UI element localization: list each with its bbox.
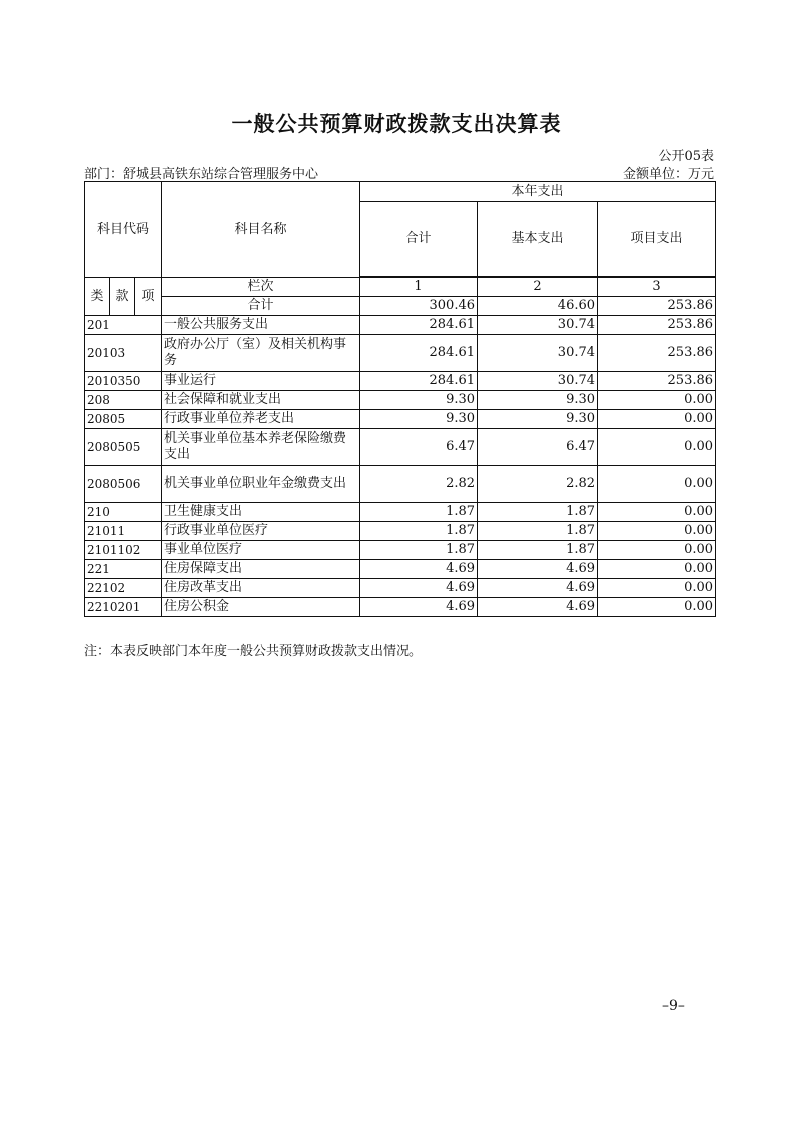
row-project: 0.00	[598, 541, 716, 560]
row-total: 9.30	[360, 410, 478, 429]
table-row	[85, 466, 716, 503]
header-total: 合计	[360, 202, 478, 277]
row-project: 0.00	[598, 522, 716, 541]
header-section: 款	[110, 278, 135, 316]
row-project: 0.00	[598, 410, 716, 429]
row-name: 住房保障支出	[162, 560, 360, 579]
row-basic: 30.74	[478, 335, 598, 372]
row-code: 20103	[85, 335, 162, 372]
row-code: 2080506	[85, 466, 162, 503]
row-total: 9.30	[360, 391, 478, 410]
row-basic: 4.69	[478, 598, 598, 617]
row-basic: 1.87	[478, 541, 598, 560]
row-basic: 4.69	[478, 579, 598, 598]
page-title: 一般公共预算财政拨款支出决算表	[231, 112, 562, 136]
row-name: 住房改革支出	[162, 579, 360, 598]
table-row	[85, 316, 716, 335]
total-row-total: 300.46	[360, 297, 478, 316]
row-name: 事业运行	[162, 372, 360, 391]
expense-table	[84, 181, 716, 617]
row-code: 21011	[85, 522, 162, 541]
row-name: 住房公积金	[162, 598, 360, 617]
header-subject-name: 科目名称	[162, 182, 360, 278]
row-basic: 1.87	[478, 522, 598, 541]
row-code: 208	[85, 391, 162, 410]
row-name: 行政事业单位医疗	[162, 522, 360, 541]
row-code: 201	[85, 316, 162, 335]
form-number: 公开05表	[658, 149, 714, 164]
row-basic: 30.74	[478, 372, 598, 391]
row-code: 22102	[85, 579, 162, 598]
row-total: 284.61	[360, 316, 478, 335]
row-code: 2010350	[85, 372, 162, 391]
row-project: 0.00	[598, 503, 716, 522]
row-total: 4.69	[360, 560, 478, 579]
row-total: 4.69	[360, 598, 478, 617]
header-current-year-expense: 本年支出	[360, 182, 716, 202]
row-project: 0.00	[598, 429, 716, 466]
row-project: 0.00	[598, 466, 716, 503]
row-code: 210	[85, 503, 162, 522]
table-row	[85, 560, 716, 579]
row-total: 284.61	[360, 372, 478, 391]
row-project: 253.86	[598, 335, 716, 372]
row-code: 221	[85, 560, 162, 579]
row-code: 2101102	[85, 541, 162, 560]
table-note: 注：本表反映部门本年度一般公共预算财政拨款支出情况。	[84, 644, 423, 659]
department-label: 部门：舒城县高铁东站综合管理服务中心	[84, 167, 319, 182]
row-total: 1.87	[360, 503, 478, 522]
row-name: 机关事业单位职业年金缴费支出	[162, 466, 360, 503]
row-basic: 9.30	[478, 410, 598, 429]
amount-unit-label: 金额单位：万元	[622, 167, 714, 182]
header-item: 项	[135, 278, 162, 316]
header-subject-code: 科目代码	[85, 182, 162, 278]
table-row	[85, 429, 716, 466]
row-code: 2210201	[85, 598, 162, 617]
table-row	[85, 391, 716, 410]
header-class: 类	[85, 278, 110, 316]
table-row	[85, 541, 716, 560]
header-column-label: 栏次	[162, 278, 360, 297]
row-name: 事业单位医疗	[162, 541, 360, 560]
header-col-3: 3	[598, 278, 716, 297]
total-row-basic: 46.60	[478, 297, 598, 316]
table-row	[85, 579, 716, 598]
table-row	[85, 410, 716, 429]
header-project: 项目支出	[598, 202, 716, 277]
header-col-2: 2	[478, 278, 598, 297]
row-project: 0.00	[598, 598, 716, 617]
row-total: 284.61	[360, 335, 478, 372]
total-row-label: 合计	[162, 297, 360, 316]
row-project: 0.00	[598, 560, 716, 579]
row-project: 0.00	[598, 391, 716, 410]
table-row	[85, 598, 716, 617]
row-code: 2080505	[85, 429, 162, 466]
row-name: 社会保障和就业支出	[162, 391, 360, 410]
row-project: 253.86	[598, 316, 716, 335]
row-total: 2.82	[360, 466, 478, 503]
row-total: 6.47	[360, 429, 478, 466]
row-basic: 4.69	[478, 560, 598, 579]
row-project: 253.86	[598, 372, 716, 391]
row-total: 1.87	[360, 541, 478, 560]
row-basic: 2.82	[478, 466, 598, 503]
row-name: 一般公共服务支出	[162, 316, 360, 335]
row-total: 4.69	[360, 579, 478, 598]
page-number: –9–	[662, 998, 685, 1014]
table-row	[85, 522, 716, 541]
table-row	[85, 372, 716, 391]
table-row	[85, 335, 716, 372]
row-basic: 6.47	[478, 429, 598, 466]
row-basic: 9.30	[478, 391, 598, 410]
row-total: 1.87	[360, 522, 478, 541]
header-basic: 基本支出	[478, 202, 598, 277]
row-name: 机关事业单位基本养老保险缴费支出	[162, 429, 360, 466]
row-code: 20805	[85, 410, 162, 429]
header-col-1: 1	[360, 278, 478, 297]
row-basic: 1.87	[478, 503, 598, 522]
row-basic: 30.74	[478, 316, 598, 335]
total-row-project: 253.86	[598, 297, 716, 316]
row-project: 0.00	[598, 579, 716, 598]
row-name: 卫生健康支出	[162, 503, 360, 522]
table-row	[85, 503, 716, 522]
row-name: 政府办公厅（室）及相关机构事务	[162, 335, 360, 372]
row-name: 行政事业单位养老支出	[162, 410, 360, 429]
